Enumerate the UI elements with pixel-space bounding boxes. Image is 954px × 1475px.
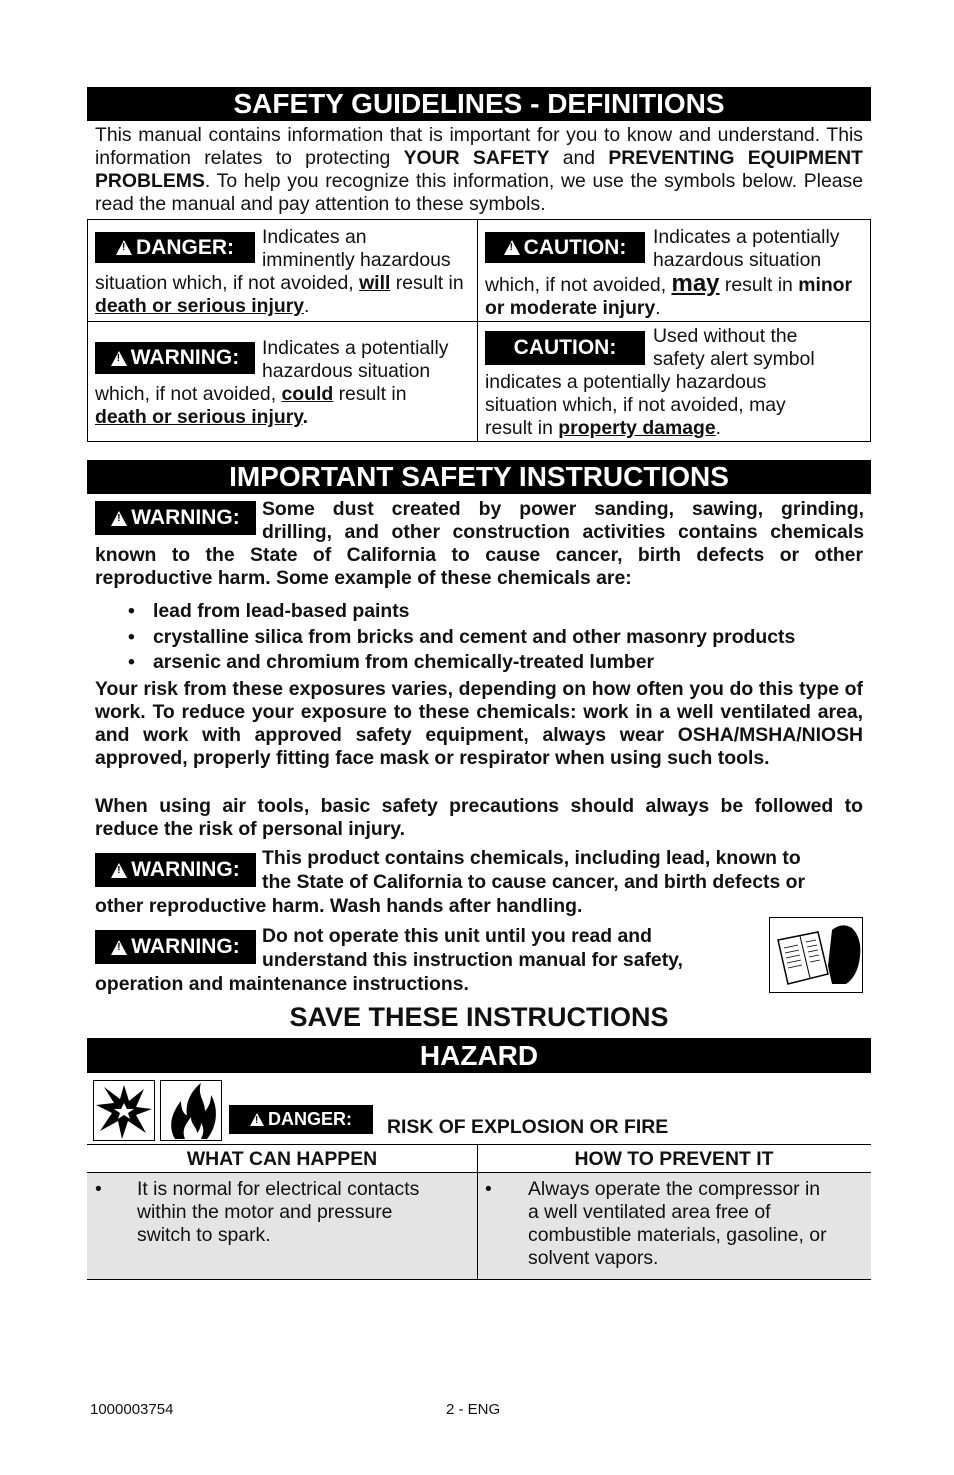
hazard-table: [87, 1144, 871, 1280]
hazard-risk-title: RISK OF EXPLOSION OR FIRE: [387, 1116, 669, 1138]
warning-dust-text-top: Some dust created by power sanding, sawing, grinding, drilling, and other construction activities contains chemicals: [262, 498, 864, 543]
caution-plain-text-top: Used without the safety alert symbol: [653, 325, 815, 370]
alert-triangle-icon: [250, 1113, 264, 1126]
definitions-intro: This manual contains information that is important for you to know and understand. This information relates to protecting YOUR SAFETY and PREVENTING EQUIPMENT PROBLEMS. To help you recognize this information, we use the symbols below. Please read the manual and pay attention to these symbols.: [95, 124, 863, 215]
column-header-what-can-happen: WHAT CAN HAPPEN: [186, 1148, 378, 1170]
instructions-banner: IMPORTANT SAFETY INSTRUCTIONS: [87, 460, 871, 494]
warning-manual-text-rest: operation and maintenance instructions.: [95, 973, 469, 995]
definitions-grid: [87, 219, 871, 442]
warning-lead-text-rest: other reproductive harm. Wash hands after handling.: [95, 895, 583, 917]
hazard-banner: HAZARD: [87, 1038, 871, 1073]
warning-badge-lead: ! WARNING:: [95, 853, 256, 887]
how-to-prevent-text: Always operate the compressor in a well ventilated area free of combustible materials, gasoline, or solvent vapors.: [528, 1178, 827, 1269]
grid-divider-horizontal: [88, 321, 870, 322]
hazard-table-divider: [477, 1144, 478, 1280]
caution-alert-text-top: Indicates a potentially hazardous situation: [653, 226, 840, 271]
chemicals-list: [95, 599, 875, 676]
read-manual-icon: [769, 917, 863, 993]
alert-triangle-icon: [111, 351, 127, 366]
alert-triangle-icon: [116, 240, 132, 255]
fire-icon: [160, 1080, 222, 1141]
save-instructions-heading: SAVE THESE INSTRUCTIONS: [289, 1002, 669, 1032]
alert-triangle-icon: [111, 511, 127, 526]
caution-alert-text-rest: which, if not avoided, may result in minor or moderate injury.: [485, 270, 853, 319]
document-number: 1000003754: [90, 1401, 174, 1418]
caution-plain-text-rest: indicates a potentially hazardous situation which, if not avoided, may result in property damage.: [485, 371, 786, 439]
warning-dust-text-rest: known to the State of California to cause cancer, birth defects or other reproductive harm. Some example of these chemicals are:: [95, 544, 863, 589]
alert-triangle-icon: [504, 240, 520, 255]
exposure-paragraph: Your risk from these exposures varies, depending on how often you do this type of work. To reduce your exposure to these chemicals: work in a well ventilated area, and work with approved safety equipment, always wear OSHA/MSHA/NIOSH approved, properly fitting face mask or respirator when using such tools.: [95, 678, 863, 769]
list-item: • arsenic and chromium from chemically-treated lumber: [95, 650, 875, 676]
hazard-table-header: [87, 1144, 871, 1173]
warning-badge-manual: ! WARNING:: [95, 930, 256, 964]
bullet: •: [485, 1178, 492, 1200]
explosion-icon: [93, 1080, 155, 1141]
page-number: 2 - ENG: [446, 1401, 501, 1418]
hazard-table-row: [87, 1173, 871, 1280]
warning-badge-dust: ! WARNING:: [95, 501, 256, 535]
warning-badge: ! WARNING:: [95, 342, 255, 374]
warning-text-top: Indicates a potentially hazardous situation: [262, 337, 449, 382]
air-tools-paragraph: When using air tools, basic safety precautions should always be followed to reduce the risk of personal injury.: [95, 795, 863, 840]
warning-manual-text-top: Do not operate this unit until you read and understand this instruction manual for safety,: [262, 925, 683, 971]
list-item: • lead from lead-based paints: [95, 599, 875, 625]
list-item: • crystalline silica from bricks and cement and other masonry products: [95, 625, 875, 651]
caution-plain-badge: CAUTION:: [485, 331, 645, 365]
alert-triangle-icon: [111, 863, 127, 878]
bullet: •: [95, 1178, 102, 1200]
warning-lead-text-top: This product contains chemicals, including lead, known to the State of California to cause cancer, and birth defects or: [262, 847, 806, 893]
danger-text-top: Indicates an imminently hazardous: [262, 226, 451, 271]
alert-triangle-icon: [111, 940, 127, 955]
danger-badge: ! DANGER:: [95, 232, 255, 263]
definitions-banner: SAFETY GUIDELINES - DEFINITIONS: [87, 87, 871, 121]
grid-divider-vertical: [477, 220, 478, 441]
warning-text-rest: which, if not avoided, could result in death or serious injury.: [95, 383, 407, 428]
hazard-danger-badge: ! DANGER:: [229, 1105, 373, 1134]
caution-alert-badge: ! CAUTION:: [485, 232, 645, 263]
danger-text-rest: situation which, if not avoided, will result in death or serious injury.: [95, 272, 464, 317]
column-header-how-to-prevent: HOW TO PREVENT IT: [574, 1148, 774, 1170]
what-can-happen-text: It is normal for electrical contacts within the motor and pressure switch to spark.: [137, 1178, 420, 1246]
